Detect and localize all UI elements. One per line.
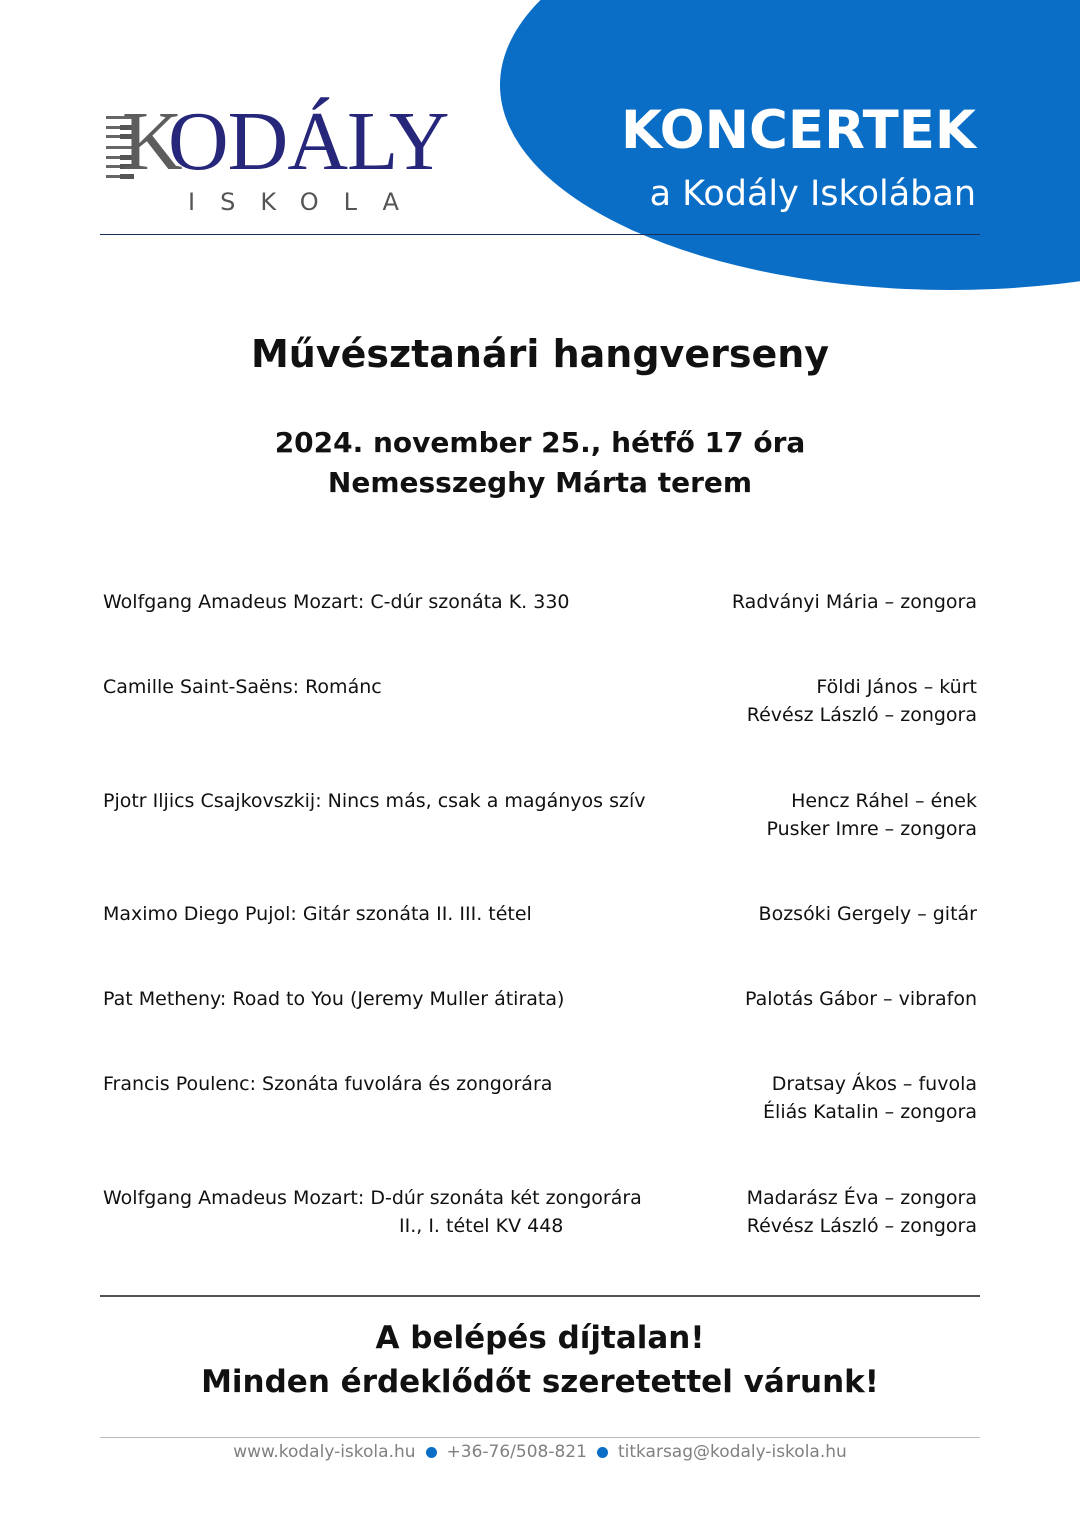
- performer: Révész László – zongora: [746, 704, 977, 726]
- program-work: Pat Metheny: Road to You (Jeremy Muller átirata): [103, 988, 565, 1010]
- program-performers: [747, 1184, 977, 1240]
- footer-divider: [100, 1437, 980, 1438]
- email-link[interactable]: titkarsag@kodaly-iskola.hu: [617, 1442, 847, 1462]
- website-link[interactable]: www.kodaly-iskola.hu: [233, 1442, 416, 1462]
- phone-number[interactable]: +36-76/508-821: [446, 1442, 587, 1462]
- program-performers: [767, 787, 977, 843]
- program-work: Wolfgang Amadeus Mozart: D-dúr szonáta két zongorára II., I. tétel KV 448: [103, 1184, 642, 1240]
- logo-subtitle: ISKOLA: [188, 188, 424, 216]
- logo-initial: K: [122, 95, 183, 188]
- event-title: Művésztanári hangverseny: [250, 332, 830, 376]
- footer-contacts: [0, 1442, 1080, 1462]
- program-work: Wolfgang Amadeus Mozart: C-dúr szonáta K. 330: [103, 591, 570, 613]
- bullet-dot-icon: [426, 1447, 437, 1458]
- program-performers: [745, 985, 977, 1013]
- school-logo: [106, 95, 466, 221]
- program-work: Pjotr Iljics Csajkovszkij: Nincs más, csak a magányos szív: [103, 790, 646, 812]
- program-work: Francis Poulenc: Szonáta fuvolára és zongorára: [103, 1073, 553, 1095]
- performer: Földi János – kürt: [816, 676, 977, 698]
- welcome-message: Minden érdeklődőt szeretettel várunk!: [201, 1364, 879, 1400]
- program-work: Camille Saint-Saëns: Románc: [103, 676, 382, 698]
- closing-divider: [100, 1295, 980, 1297]
- free-entry-notice: A belépés díjtalan!: [375, 1320, 705, 1356]
- performer: Radványi Mária – zongora: [731, 591, 977, 613]
- performer: Hencz Ráhel – ének: [791, 790, 977, 812]
- performer: Dratsay Ákos – fuvola: [771, 1073, 977, 1095]
- performer: Bozsóki Gergely – gitár: [758, 903, 977, 925]
- event-venue: Nemesszeghy Márta terem: [327, 466, 753, 499]
- program-performers: [759, 900, 977, 928]
- performer: Éliás Katalin – zongora: [763, 1101, 977, 1123]
- header-subtitle: a Kodály Iskolában: [649, 174, 976, 214]
- performer: Madarász Éva – zongora: [746, 1187, 977, 1209]
- event-date: 2024. november 25., hétfő 17 óra: [274, 426, 806, 459]
- program-performers: [747, 673, 977, 729]
- program-performers: [763, 1070, 977, 1126]
- program-work-continuation: II., I. tétel KV 448: [399, 1215, 564, 1237]
- bullet-dot-icon: [597, 1447, 608, 1458]
- header-title: KONCERTEK: [620, 100, 976, 161]
- performer: Révész László – zongora: [746, 1215, 977, 1237]
- program-performers: [732, 588, 977, 616]
- performer: Pusker Imre – zongora: [766, 818, 977, 840]
- header-divider: [100, 234, 980, 235]
- logo-wordmark: ODÁLY: [168, 95, 449, 188]
- performer: Palotás Gábor – vibrafon: [744, 988, 977, 1010]
- program-work: Maximo Diego Pujol: Gitár szonáta II. III. tétel: [103, 903, 532, 925]
